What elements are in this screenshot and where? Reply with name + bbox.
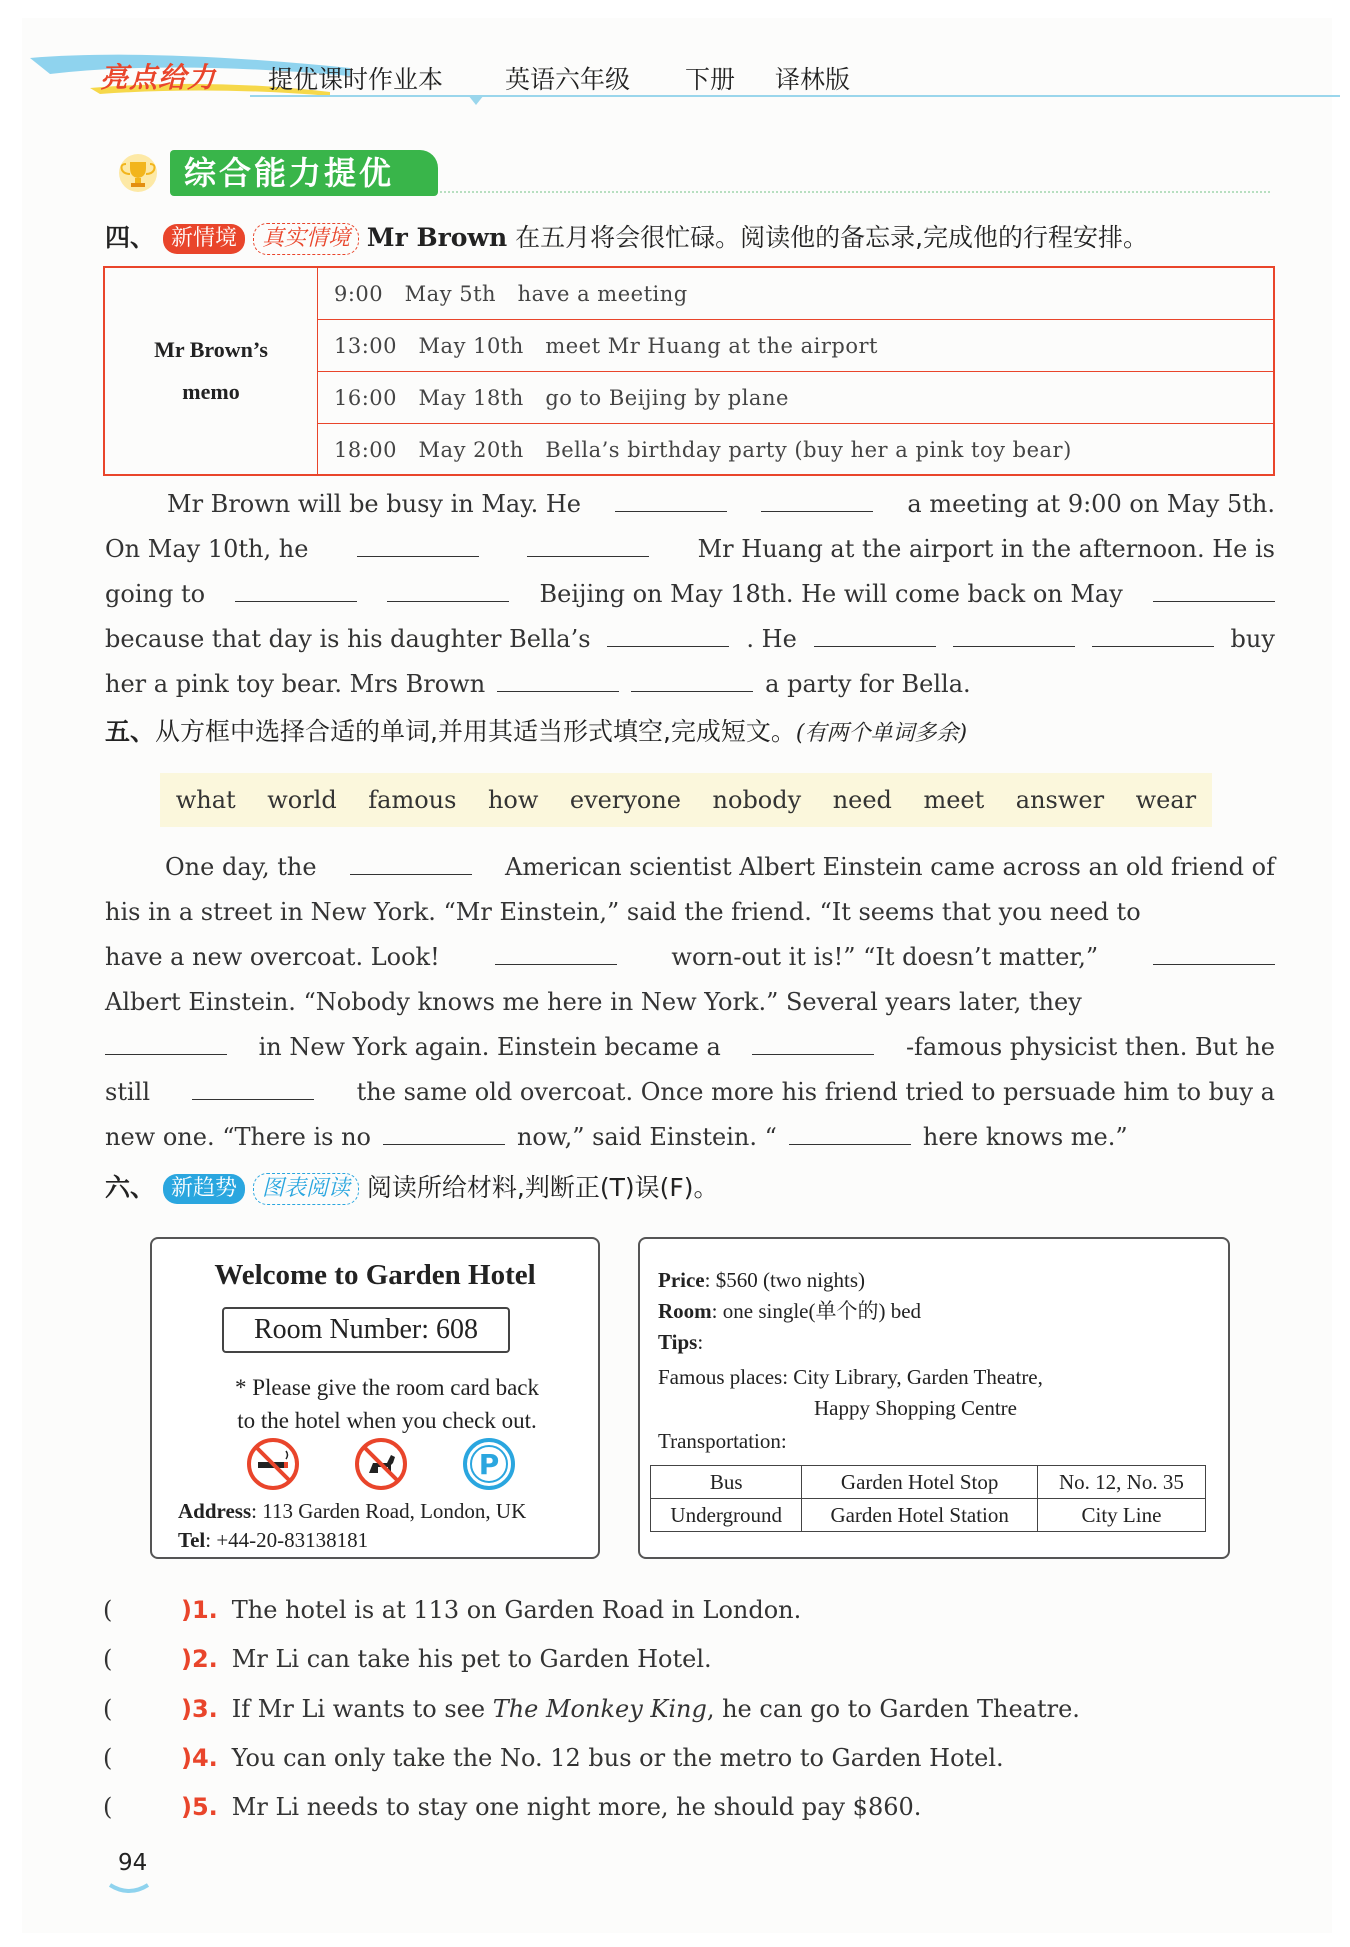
hotel-card xyxy=(150,1237,600,1559)
answer-blank[interactable] xyxy=(761,483,873,512)
word-bank-item: everyone xyxy=(569,786,682,814)
answer-blank[interactable] xyxy=(1092,618,1214,647)
room-label: Room xyxy=(658,1299,712,1323)
trophy-icon xyxy=(112,152,170,194)
question-number: 1. xyxy=(191,1596,218,1624)
header-edition: 译林版 xyxy=(775,65,851,94)
word-bank-item: nobody xyxy=(712,786,802,814)
answer-blank[interactable] xyxy=(1153,936,1275,965)
q4-text: buy xyxy=(1230,625,1275,653)
word-bank-item: need xyxy=(832,786,892,814)
answer-blank[interactable] xyxy=(495,936,617,965)
q4-text: because that day is his daughter Bella’s xyxy=(105,625,591,653)
question-text-pre: If Mr Li wants to see xyxy=(231,1695,493,1723)
answer-blank[interactable] xyxy=(105,1026,227,1055)
question-number: 5. xyxy=(191,1793,218,1821)
question-text-post: , he can go to Garden Theatre. xyxy=(706,1695,1080,1723)
header-rule xyxy=(250,95,1340,97)
q5-text: his in a street in New York. “Mr Einstein,” said the friend. “It seems that you need to xyxy=(105,898,1141,926)
q4-text: Beijing on May 18th. He will come back on May xyxy=(539,580,1123,608)
hotel-rules-icons xyxy=(246,1437,516,1495)
q5-text: now,” said Einstein. “ xyxy=(516,1123,777,1151)
header-rule-notch xyxy=(468,95,484,105)
section-banner-dotted-rule xyxy=(440,191,1270,193)
table-row xyxy=(651,1499,1206,1532)
q5-text: One day, the xyxy=(165,853,317,881)
q6-number: 六、 xyxy=(105,1173,156,1202)
price-label: Price xyxy=(658,1268,705,1292)
answer-blank[interactable] xyxy=(350,846,472,875)
q4-heading xyxy=(105,218,1148,255)
q6-heading xyxy=(105,1168,719,1205)
checkout-note xyxy=(187,1371,587,1437)
table-cell: No. 12, No. 35 xyxy=(1037,1466,1205,1499)
q5-heading xyxy=(105,712,967,748)
famous-places-line2: Happy Shopping Centre xyxy=(814,1396,1017,1420)
answer-parentheses[interactable]: ( xyxy=(103,1744,113,1772)
address-label: Address xyxy=(178,1499,252,1523)
price-value: : $560 (two nights) xyxy=(704,1268,866,1292)
memo-table xyxy=(103,266,1275,476)
word-bank xyxy=(160,773,1212,827)
answer-parentheses[interactable]: ( xyxy=(103,1645,113,1673)
famous-places-line1: Famous places: City Library, Garden Theatre, xyxy=(658,1365,1043,1389)
q5-instruction: 从方框中选择合适的单词,并用其适当形式填空,完成短文。 xyxy=(155,717,796,746)
q5-text: Albert Einstein. “Nobody knows me here in New York.” Several years later, they xyxy=(105,988,1082,1016)
q4-text: Mr Huang at the airport in the afternoon. He is xyxy=(697,535,1275,563)
answer-parentheses[interactable]: ( xyxy=(103,1695,113,1723)
transportation-label: Transportation: xyxy=(658,1429,787,1453)
answer-blank[interactable] xyxy=(1153,573,1275,602)
q4-tag-real-situation: 真实情境 xyxy=(253,223,359,255)
question-number: 2. xyxy=(191,1645,218,1673)
question-text: You can only take the No. 12 bus or the metro to Garden Hotel. xyxy=(231,1744,1004,1772)
hotel-info-card xyxy=(638,1237,1230,1559)
q4-text: going to xyxy=(105,580,206,608)
word-bank-item: how xyxy=(487,786,539,814)
section-banner: 综合能力提优 xyxy=(170,150,438,196)
room-value: : one single(单个的) bed xyxy=(711,1299,922,1323)
memo-row: 9:00 May 5th have a meeting xyxy=(318,268,1273,320)
no-smoking-icon xyxy=(246,1437,300,1491)
q4-text: Mr Brown will be busy in May. He xyxy=(167,490,581,518)
table-cell: Underground xyxy=(651,1499,802,1532)
answer-blank[interactable] xyxy=(192,1071,314,1100)
memo-row: 13:00 May 10th meet Mr Huang at the airport xyxy=(318,320,1273,372)
page-number: 94 xyxy=(118,1850,148,1876)
q5-text: in New York again. Einstein became a xyxy=(258,1033,721,1061)
q5-text: American scientist Albert Einstein came across an old friend of xyxy=(505,853,1275,881)
hotel-contact xyxy=(178,1497,526,1555)
q4-tag-new-situation: 新情境 xyxy=(163,224,245,254)
tf-question: ( )1. The hotel is at 113 on Garden Road in London. xyxy=(103,1588,801,1633)
table-cell: Bus xyxy=(651,1466,802,1499)
table-row xyxy=(651,1466,1206,1499)
tel-label: Tel xyxy=(178,1528,206,1552)
svg-text:P: P xyxy=(478,1448,500,1481)
q5-number: 五、 xyxy=(105,717,156,746)
answer-blank[interactable] xyxy=(383,1116,505,1145)
answer-parentheses[interactable]: ( xyxy=(103,1596,113,1624)
transportation-table xyxy=(650,1465,1206,1532)
q6-tag-chart-reading: 图表阅读 xyxy=(253,1173,359,1205)
word-bank-item: what xyxy=(175,786,236,814)
q4-instruction-name: Mr Brown xyxy=(366,223,508,252)
question-text-italic: The Monkey King xyxy=(492,1695,707,1723)
question-number: 3. xyxy=(191,1695,218,1723)
tf-question: ( )2. Mr Li can take his pet to Garden Hotel. xyxy=(103,1637,712,1682)
answer-blank[interactable] xyxy=(357,528,479,557)
answer-blank[interactable] xyxy=(615,483,727,512)
word-bank-item: meet xyxy=(923,786,985,814)
q5-text: still xyxy=(105,1078,150,1106)
address-value: : 113 Garden Road, London, UK xyxy=(251,1499,527,1523)
answer-blank[interactable] xyxy=(814,618,936,647)
word-bank-item: famous xyxy=(368,786,457,814)
table-cell: Garden Hotel Stop xyxy=(802,1466,1037,1499)
room-number-box: Room Number: 608 xyxy=(222,1307,510,1353)
answer-blank[interactable] xyxy=(387,573,509,602)
q5-text: new one. “There is no xyxy=(105,1123,371,1151)
q4-text: her a pink toy bear. Mrs Brown xyxy=(105,670,486,698)
q4-instruction: 在五月将会很忙碌。阅读他的备忘录,完成他的行程安排。 xyxy=(507,223,1149,252)
answer-blank[interactable] xyxy=(235,573,357,602)
answer-blank[interactable] xyxy=(631,663,753,692)
tel-value: : +44-20-83138181 xyxy=(205,1528,369,1552)
q4-number: 四、 xyxy=(105,223,156,252)
header-subject: 英语六年级 xyxy=(505,65,631,94)
question-text: Mr Li needs to stay one night more, he should pay $860. xyxy=(231,1793,922,1821)
answer-blank[interactable] xyxy=(497,663,619,692)
no-pets-icon xyxy=(354,1437,408,1491)
question-text: The hotel is at 113 on Garden Road in London. xyxy=(231,1596,802,1624)
word-bank-item: answer xyxy=(1015,786,1105,814)
q5-text: -famous physicist then. But he xyxy=(905,1033,1275,1061)
answer-blank[interactable] xyxy=(527,528,649,557)
q4-text: . He xyxy=(746,625,797,653)
q6-instruction: 阅读所给材料,判断正(T)误(F)。 xyxy=(358,1173,719,1202)
table-cell: Garden Hotel Station xyxy=(802,1499,1037,1532)
q5-note: (有两个单词多余) xyxy=(795,721,968,746)
tips-colon: : xyxy=(697,1330,704,1354)
header-brand: 亮点给力 xyxy=(100,61,217,94)
question-text: Mr Li can take his pet to Garden Hotel. xyxy=(231,1645,712,1673)
word-bank-item: world xyxy=(267,786,337,814)
answer-blank[interactable] xyxy=(789,1116,911,1145)
q6-tag-new-trend: 新趋势 xyxy=(163,1174,245,1204)
q5-text: here knows me.” xyxy=(922,1123,1128,1151)
hotel-info-text xyxy=(658,1265,1218,1457)
tips-label: Tips xyxy=(658,1330,698,1354)
word-bank-item: wear xyxy=(1135,786,1197,814)
checkout-note-line2: to the hotel when you check out. xyxy=(237,1408,537,1433)
table-cell: City Line xyxy=(1037,1499,1205,1532)
answer-blank[interactable] xyxy=(752,1026,874,1055)
q5-text: worn-out it is!” “It doesn’t matter,” xyxy=(671,943,1099,971)
answer-blank[interactable] xyxy=(953,618,1075,647)
header-volume: 下册 xyxy=(685,65,736,94)
q4-text: On May 10th, he xyxy=(105,535,309,563)
answer-parentheses[interactable]: ( xyxy=(103,1793,113,1821)
memo-row: 18:00 May 20th Bella’s birthday party (buy her a pink toy bear) xyxy=(334,438,1072,462)
memo-row: 16:00 May 18th go to Beijing by plane xyxy=(318,372,1273,424)
tf-question: ( )4. You can only take the No. 12 bus or the metro to Garden Hotel. xyxy=(103,1736,1004,1781)
q4-text: a meeting at 9:00 on May 5th. xyxy=(907,490,1275,518)
checkout-note-line1: * Please give the room card back xyxy=(235,1375,539,1400)
tf-question: ( )5. Mr Li needs to stay one night more, he should pay $860. xyxy=(103,1785,921,1830)
q4-text: a party for Bella. xyxy=(765,670,971,698)
question-number: 4. xyxy=(191,1744,218,1772)
answer-blank[interactable] xyxy=(607,618,729,647)
memo-label-line1: Mr Brown’s xyxy=(154,337,268,362)
hotel-card-title: Welcome to Garden Hotel xyxy=(214,1259,536,1291)
memo-label-line2: memo xyxy=(182,379,240,404)
parking-icon xyxy=(462,1437,516,1491)
q5-text: have a new overcoat. Look! xyxy=(105,943,440,971)
memo-label xyxy=(105,268,318,474)
tf-question: ( )3. If Mr Li wants to see The Monkey King, he can go to Garden Theatre. xyxy=(103,1687,1080,1732)
header-subtitle: 提优课时作业本 xyxy=(268,65,444,94)
q5-text: the same old overcoat. Once more his friend tried to persuade him to buy a xyxy=(356,1078,1275,1106)
